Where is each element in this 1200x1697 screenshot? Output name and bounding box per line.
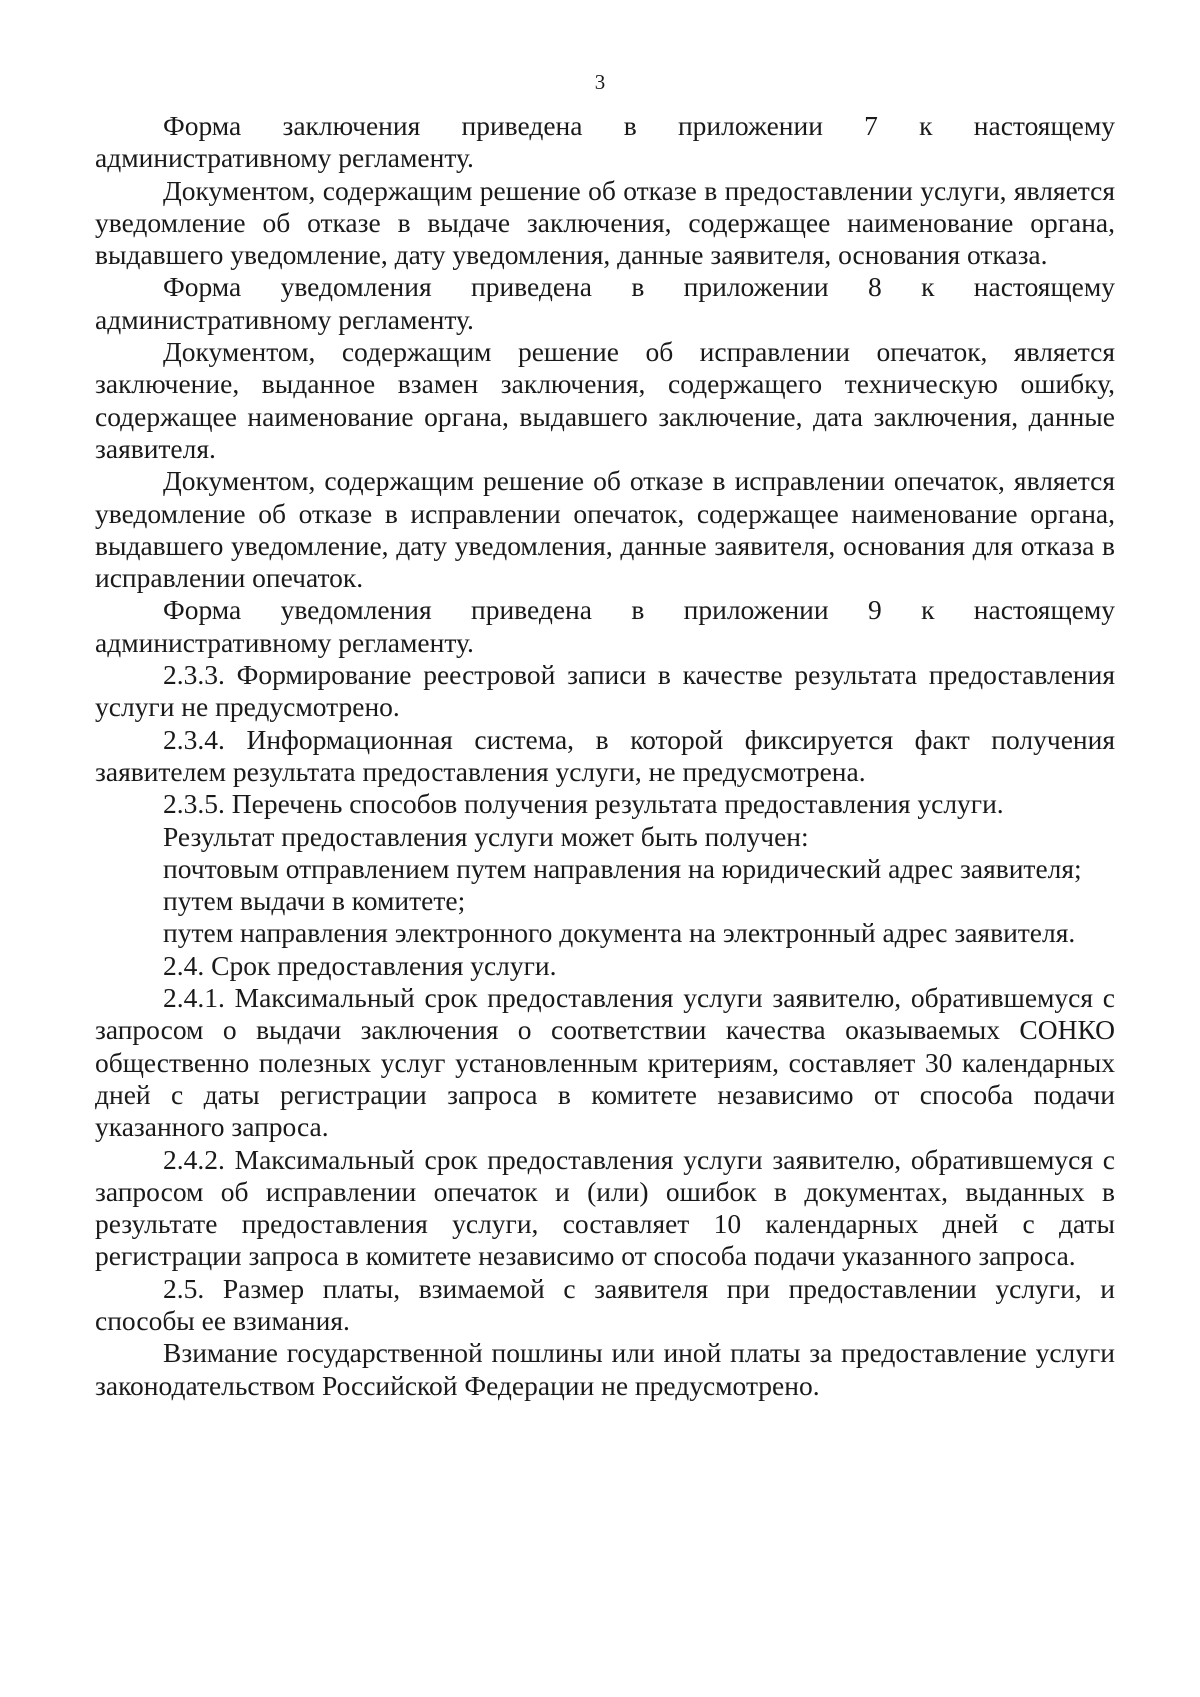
paragraph-2-4-2: 2.4.2. Максимальный срок предоставления услуги заявителю, обратившемуся с запросом об исправлении опечаток и (или) ошибок в документах, выданных в результате предоставления услуги, составляет 10 календарных дней с даты регистрации запроса в комитете независимо от способа подачи указанного запроса. [95, 1143, 1115, 1272]
paragraph-way-committee: путем выдачи в комитете; [163, 885, 466, 917]
paragraph-way-postal: почтовым отправлением путем направления на юридический адрес заявителя; [163, 852, 1082, 884]
page-number: 3 [594, 70, 606, 94]
paragraph-2-5: 2.5. Размер платы, взимаемой с заявителя при предоставлении услуги, и способы ее взимания. [95, 1272, 1115, 1336]
paragraph-fee: Взимание государственной пошлины или иной платы за предоставление услуги законодательством Российской Федерации не предусмотрено. [95, 1337, 1115, 1401]
paragraph-2-4: 2.4. Срок предоставления услуги. [163, 949, 557, 981]
paragraph-2-4-1: 2.4.1. Максимальный срок предоставления услуги заявителю, обратившемуся с запросом о выдачи заключения о соответствии качества оказываемых СОНКО общественно полезных услуг установленным критериям, составляет 30 календарных дней с даты регистрации запроса в комитете независимо от способа подачи указанного запроса. [95, 982, 1115, 1143]
paragraph-way-electronic: путем направления электронного документа на электронный адрес заявителя. [163, 917, 1076, 949]
paragraph-correction-refusal: Документом, содержащим решение об отказе в исправлении опечаток, является уведомление об отказе в исправлении опечаток, содержащее наименование органа, выдавшего уведомление, дату уведомления, данные заявителя, основания для отказа в исправлении опечаток. [95, 465, 1115, 594]
paragraph-result-ways-intro: Результат предоставления услуги может быть получен: [163, 820, 809, 852]
paragraph-form-notice-9: Форма уведомления приведена в приложении 9 к настоящему административному регламенту. [95, 594, 1115, 658]
paragraph-refusal-document: Документом, содержащим решение об отказе в предоставлении услуги, является уведомление об отказе в выдаче заключения, содержащее наименование органа, выдавшего уведомление, дату уведомления, данные заявителя, основания отказа. [95, 174, 1115, 271]
paragraph-2-3-5: 2.3.5. Перечень способов получения результата предоставления услуги. [163, 788, 1004, 820]
paragraph-correction-document: Документом, содержащим решение об исправлении опечаток, является заключение, выданное взамен заключения, содержащего техническую ошибку, содержащее наименование органа, выдавшего заключение, дата заключения, данные заявителя. [95, 336, 1115, 464]
paragraph-2-3-4: 2.3.4. Информационная система, в которой фиксируется факт получения заявителем результата предоставления услуги, не предусмотрена. [95, 723, 1115, 787]
paragraph-2-3-3: 2.3.3. Формирование реестровой записи в качестве результата предоставления услуги не предусмотрено. [95, 659, 1115, 723]
document-body [95, 110, 1115, 1402]
paragraph-form-notice-8: Форма уведомления приведена в приложении 8 к настоящему административному регламенту. [95, 271, 1115, 335]
paragraph-form-conclusion: Форма заключения приведена в приложении 7 к настоящему административному регламенту. [95, 110, 1115, 174]
